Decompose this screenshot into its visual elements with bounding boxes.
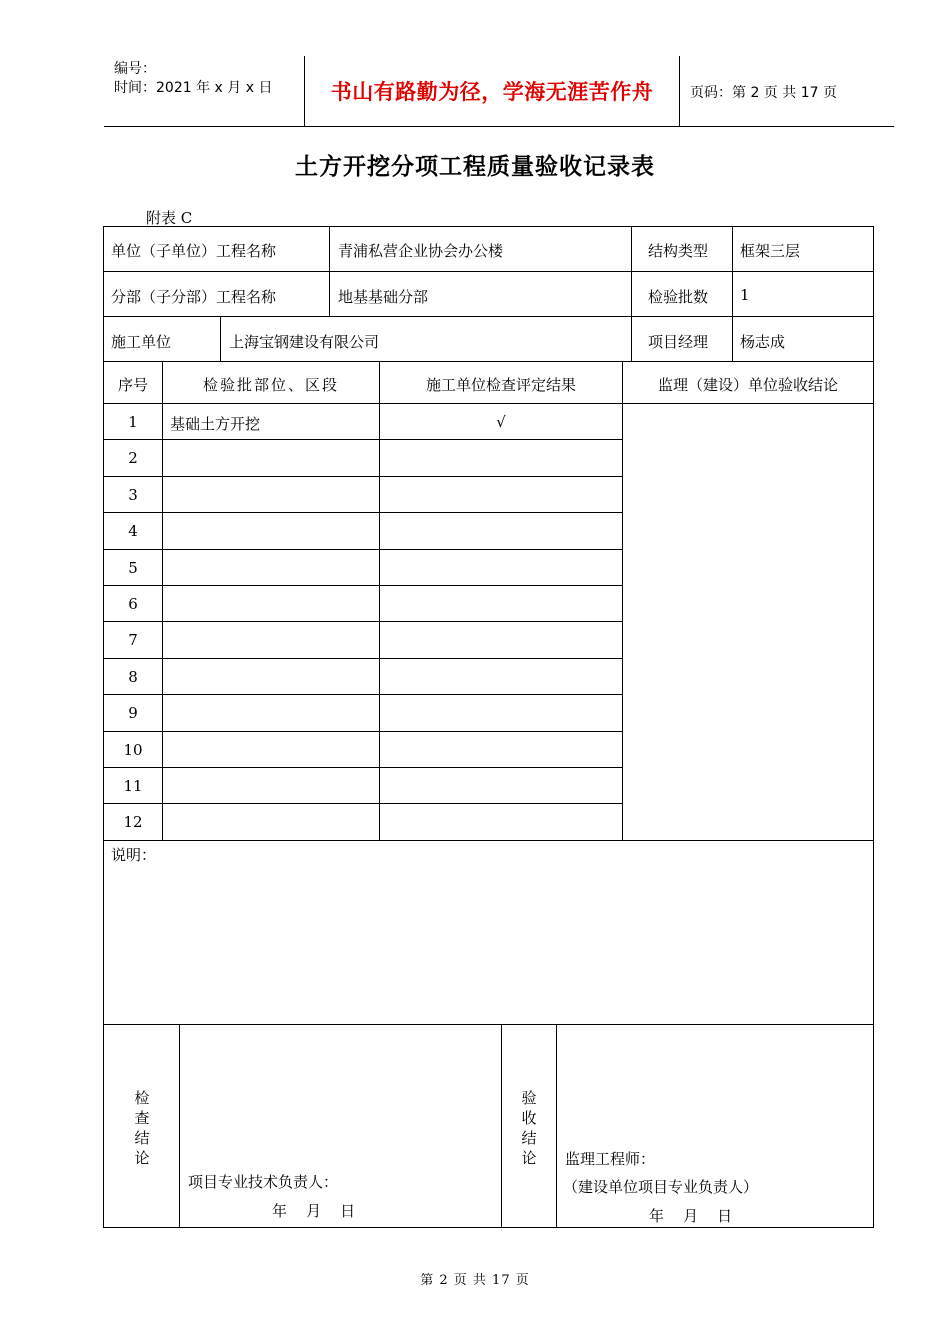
row-seq-cell: [103, 585, 163, 622]
row-location-cell: [162, 621, 380, 659]
batch-count-label-cell: [631, 271, 733, 317]
row-location-cell: [162, 767, 380, 804]
accept-date: 年 月 日: [649, 1207, 733, 1225]
contractor-label: 施工单位: [111, 333, 172, 351]
conclusion-header-cell: [622, 361, 874, 404]
unit-label: 单位（子单位）工程名称: [111, 242, 277, 260]
row-location-cell: [162, 439, 380, 477]
row-result-cell: [379, 585, 623, 622]
seq-header-cell: [103, 361, 163, 404]
conclusion-header: 监理（建设）单位验收结论: [657, 376, 838, 394]
row-seq: 4: [128, 522, 138, 540]
check-content-cell: [179, 1024, 502, 1228]
seq-header: 序号: [117, 376, 148, 394]
row-location-cell: [162, 403, 380, 440]
row-result-cell: [379, 621, 623, 659]
unit-value-cell: [329, 226, 632, 272]
row-result-cell: [379, 767, 623, 804]
row-seq: 6: [128, 595, 138, 613]
row-seq-cell: [103, 549, 163, 586]
batch-count-value-cell: [732, 271, 874, 317]
page-header: [104, 56, 894, 127]
row-seq-cell: [103, 621, 163, 659]
division-value: 地基基础分部: [338, 288, 429, 306]
row-seq: 12: [123, 813, 143, 831]
check-conclusion-label: 检 查 结 论: [134, 1089, 150, 1167]
location-header-cell: [162, 361, 380, 404]
row-seq-cell: [103, 512, 163, 550]
page-footer: 第 2 页 共 17 页: [420, 1273, 530, 1288]
row-seq: 5: [128, 559, 138, 577]
check-signer: 项目专业技术负责人：: [188, 1173, 339, 1191]
row-seq: 2: [128, 449, 138, 467]
accept-label-cell: [501, 1024, 557, 1228]
check-date: 年 月 日: [272, 1202, 356, 1220]
row-result: √: [496, 413, 506, 431]
contractor-label-cell: [103, 316, 221, 362]
row-seq-cell: [103, 767, 163, 804]
accept-content-cell: [556, 1024, 874, 1228]
row-location-cell: [162, 731, 380, 768]
row-seq-cell: [103, 731, 163, 768]
appendix-label: 附表 C: [146, 209, 193, 227]
row-seq: 3: [128, 486, 138, 504]
row-result-cell: [379, 549, 623, 586]
unit-value: 青浦私营企业协会办公楼: [338, 242, 504, 260]
row-result-cell: [379, 658, 623, 695]
notes-cell: [103, 840, 874, 1025]
row-seq-cell: [103, 403, 163, 440]
manager-value: 杨志成: [740, 333, 786, 351]
structure-value: 框架三层: [740, 242, 801, 260]
check-label-cell: [103, 1024, 180, 1228]
structure-value-cell: [732, 226, 874, 272]
result-header-cell: [379, 361, 623, 404]
conclusion-cell: [622, 403, 874, 841]
notes-label: 说明：: [111, 846, 157, 864]
manager-value-cell: [732, 316, 874, 362]
contractor-value-cell: [220, 316, 632, 362]
row-result-cell: [379, 803, 623, 841]
row-result-cell: [379, 512, 623, 550]
structure-label-cell: [631, 226, 733, 272]
row-location-cell: [162, 803, 380, 841]
division-label: 分部（子分部）工程名称: [111, 288, 277, 306]
location-header: 检验批部位、区段: [202, 376, 339, 394]
header-divider: [679, 56, 680, 126]
row-result-cell: [379, 731, 623, 768]
row-seq-cell: [103, 694, 163, 732]
row-location-cell: [162, 512, 380, 550]
accept-signer-supervisor: 监理工程师：: [565, 1150, 656, 1168]
contractor-value: 上海宝钢建设有限公司: [229, 333, 380, 351]
document-title: 土方开挖分项工程质量验收记录表: [295, 153, 655, 180]
row-result-cell: [379, 476, 623, 513]
row-seq: 8: [128, 668, 138, 686]
serial-label: 编号：: [114, 61, 156, 77]
header-page-info: 页码：第 2 页 共 17 页: [690, 85, 837, 101]
row-location-cell: [162, 694, 380, 732]
structure-label: 结构类型: [648, 242, 709, 260]
division-label-cell: [103, 271, 330, 317]
row-location-cell: [162, 658, 380, 695]
row-result-cell: [379, 439, 623, 477]
row-location-cell: [162, 585, 380, 622]
header-motto: 书山有路勤为径，学海无涯苦作舟: [330, 79, 654, 104]
row-seq-cell: [103, 476, 163, 513]
batch-count-label: 检验批数: [648, 288, 709, 306]
row-seq: 10: [123, 741, 143, 759]
row-result-cell: [379, 694, 623, 732]
row-location-cell: [162, 476, 380, 513]
row-location-cell: [162, 549, 380, 586]
row-seq-cell: [103, 658, 163, 695]
batch-count-value: 1: [740, 286, 750, 304]
row-seq: 11: [123, 777, 143, 795]
row-result-cell: [379, 403, 623, 440]
row-seq: 1: [128, 413, 138, 431]
row-location: 基础土方开挖: [170, 415, 261, 433]
row-seq: 7: [128, 631, 138, 649]
row-seq-cell: [103, 439, 163, 477]
division-value-cell: [329, 271, 632, 317]
row-seq: 9: [128, 704, 138, 722]
row-seq-cell: [103, 803, 163, 841]
time-label: 时间：2021 年 x 月 x 日: [114, 80, 273, 96]
unit-label-cell: [103, 226, 330, 272]
manager-label: 项目经理: [648, 333, 709, 351]
manager-label-cell: [631, 316, 733, 362]
header-left: [114, 60, 272, 98]
accept-signer-owner: （建设单位项目专业负责人）: [563, 1178, 759, 1196]
accept-conclusion-label: 验 收 结 论: [521, 1089, 537, 1167]
result-header: 施工单位检查评定结果: [425, 376, 576, 394]
